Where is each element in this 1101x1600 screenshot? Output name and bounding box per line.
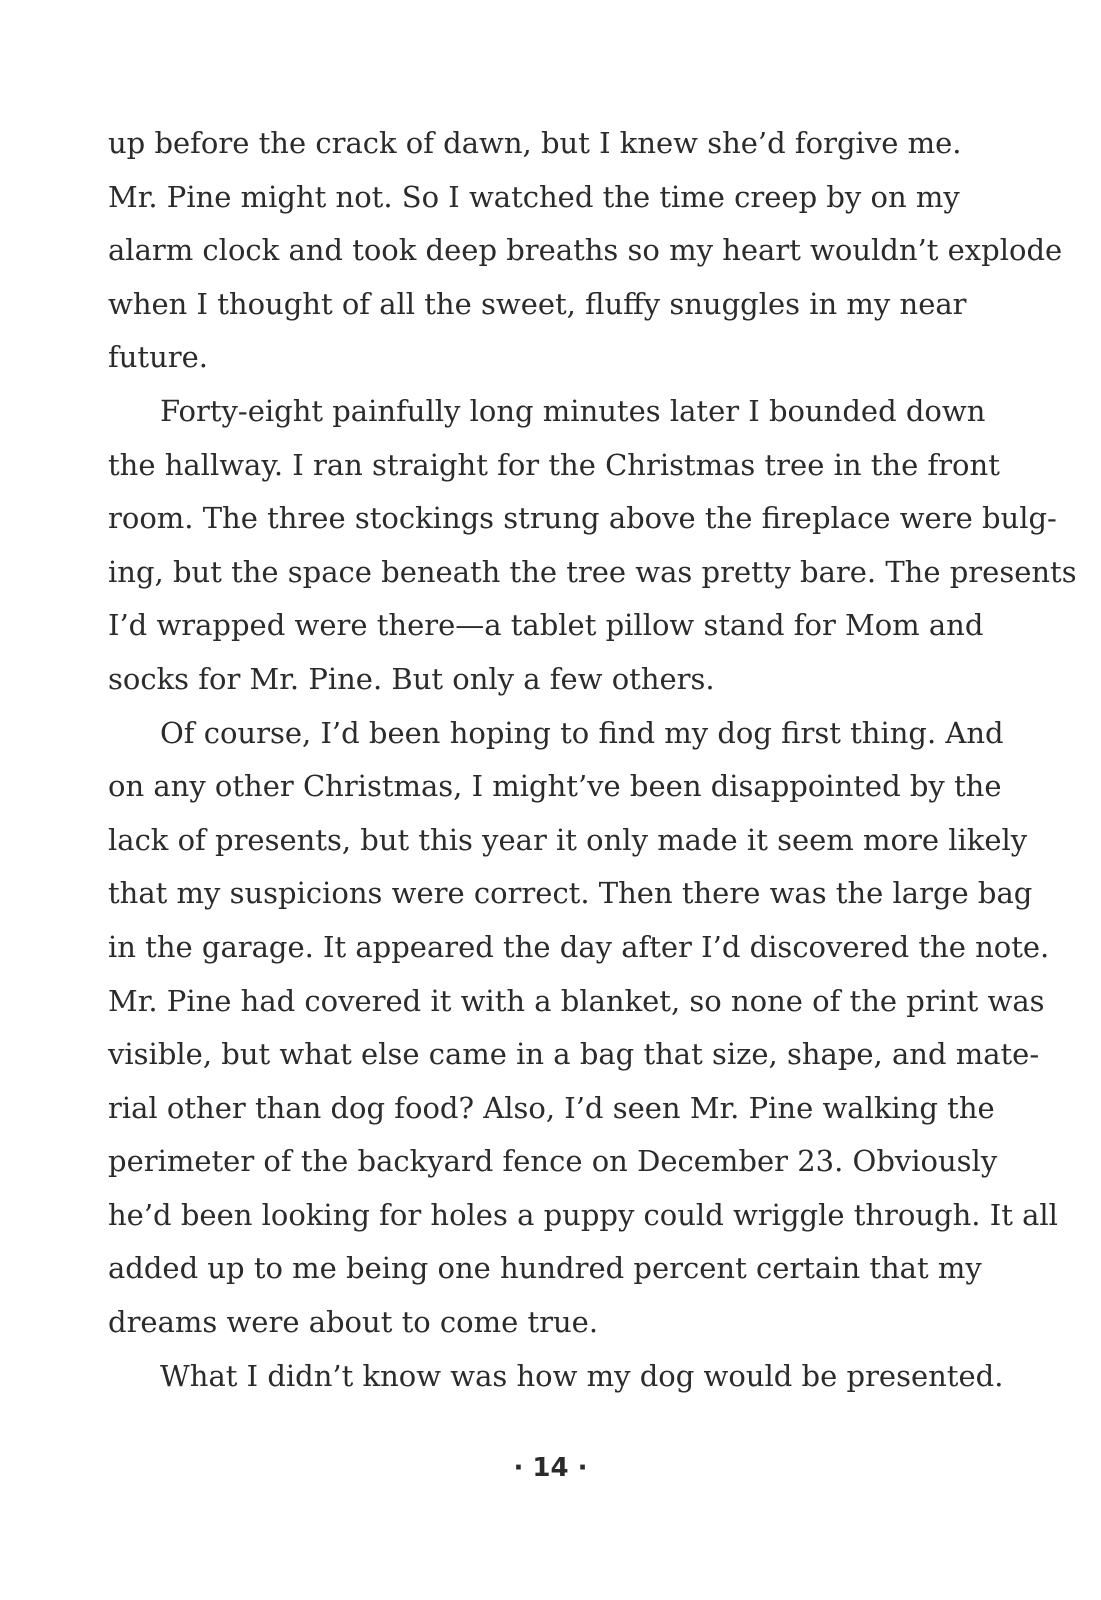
text-line: when I thought of all the sweet, fluffy snuggles in my near bbox=[108, 286, 967, 321]
text-line: up before the crack of dawn, but I knew she’d forgive me. bbox=[108, 126, 962, 160]
text-line: room. The three stockings strung above the fireplace were bulg- bbox=[108, 501, 1057, 536]
body-text bbox=[108, 117, 1077, 1403]
text-line: Mr. Pine had covered it with a blanket, so none of the print was bbox=[108, 983, 1045, 1018]
text-line: the hallway. I ran straight for the Christmas tree in the front bbox=[108, 447, 1000, 482]
text-line-paragraph-end: future. bbox=[108, 340, 208, 375]
text-line-paragraph-end: socks for Mr. Pine. But only a few others. bbox=[108, 661, 715, 696]
text-line: alarm clock and took deep breaths so my heart wouldn’t explode bbox=[108, 233, 1063, 268]
text-line: he’d been looking for holes a puppy could wriggle through. It all bbox=[108, 1197, 1058, 1232]
text-line-paragraph-end: dreams were about to come true. bbox=[108, 1305, 599, 1340]
text-line-paragraph-start: Forty-eight painfully long minutes later I bounded down bbox=[160, 393, 986, 428]
text-line: ing, but the space beneath the tree was pretty bare. The presents bbox=[108, 554, 1077, 589]
text-line: Mr. Pine might not. So I watched the time creep by on my bbox=[108, 179, 960, 214]
text-line: on any other Christmas, I might’ve been disappointed by the bbox=[108, 769, 1002, 804]
text-line: lack of presents, but this year it only made it seem more likely bbox=[108, 822, 1028, 857]
page-number: · 14 · bbox=[513, 1453, 588, 1483]
text-line: visible, but what else came in a bag that size, shape, and mate- bbox=[108, 1037, 1040, 1072]
text-line: perimeter of the backyard fence on December 23. Obviously bbox=[108, 1144, 998, 1179]
text-line: added up to me being one hundred percent certain that my bbox=[108, 1251, 982, 1286]
text-line: that my suspicions were correct. Then there was the large bag bbox=[108, 876, 1033, 911]
text-line: rial other than dog food? Also, I’d seen Mr. Pine walking the bbox=[108, 1090, 995, 1125]
text-line-paragraph-start: Of course, I’d been hoping to find my dog first thing. And bbox=[160, 715, 1004, 750]
text-line: in the garage. It appeared the day after I’d discovered the note. bbox=[108, 929, 1050, 964]
text-line-paragraph-start: What I didn’t know was how my dog would be presented. bbox=[160, 1358, 1004, 1393]
text-line: I’d wrapped were there—a tablet pillow stand for Mom and bbox=[108, 608, 984, 643]
